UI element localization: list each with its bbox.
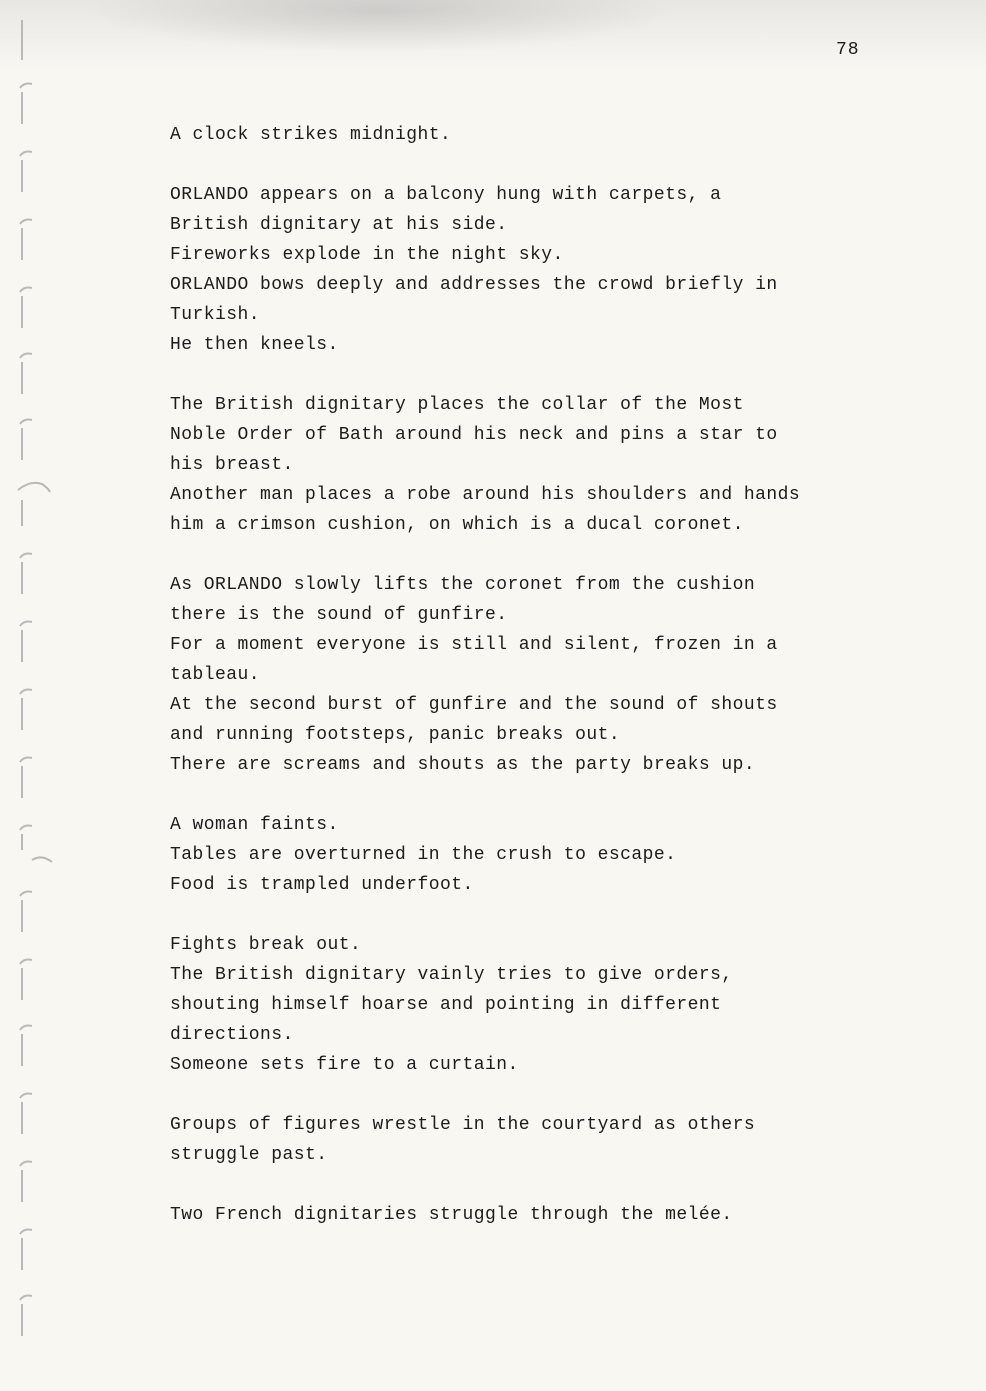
script-line: directions. [170, 1025, 294, 1045]
page-number: 78 [836, 40, 860, 60]
paragraph [170, 930, 870, 1080]
script-line: At the second burst of gunfire and the sound of shouts [170, 695, 778, 715]
script-line: shouting himself hoarse and pointing in different [170, 995, 722, 1015]
script-line: As ORLANDO slowly lifts the coronet from the cushion [170, 575, 756, 595]
script-line: Tables are overturned in the crush to escape. [170, 845, 677, 865]
script-line: his breast. [170, 455, 294, 475]
binding-holes-graphic [14, 0, 54, 1391]
script-line: Two French dignitaries struggle through the melée. [170, 1205, 733, 1225]
script-line: Groups of figures wrestle in the courtyard as others [170, 1115, 756, 1135]
script-body [170, 120, 870, 1260]
binding-holes [14, 0, 54, 1391]
script-line: Food is trampled underfoot. [170, 875, 474, 895]
script-line: him a crimson cushion, on which is a ducal coronet. [170, 515, 744, 535]
script-line: ORLANDO appears on a balcony hung with carpets, a [170, 185, 722, 205]
paragraph [170, 1110, 870, 1170]
paragraph [170, 120, 870, 150]
script-line: ORLANDO bows deeply and addresses the crowd briefly in [170, 275, 778, 295]
script-line: The British dignitary vainly tries to give orders, [170, 965, 733, 985]
script-line: The British dignitary places the collar of the Most [170, 395, 744, 415]
script-line: there is the sound of gunfire. [170, 605, 508, 625]
script-line: Fights break out. [170, 935, 362, 955]
script-line: Noble Order of Bath around his neck and pins a star to [170, 425, 778, 445]
script-line: A woman faints. [170, 815, 339, 835]
paragraph [170, 810, 870, 900]
script-line: For a moment everyone is still and silent, frozen in a [170, 635, 778, 655]
script-line: Another man places a robe around his shoulders and hands [170, 485, 801, 505]
paragraph [170, 570, 870, 780]
paragraph [170, 390, 870, 540]
paragraph [170, 180, 870, 360]
script-line: There are screams and shouts as the party breaks up. [170, 755, 756, 775]
script-line: struggle past. [170, 1145, 328, 1165]
paragraph [170, 1200, 870, 1230]
script-line: tableau. [170, 665, 261, 685]
script-line: Turkish. [170, 305, 261, 325]
script-line: He then kneels. [170, 335, 339, 355]
script-line: and running footsteps, panic breaks out. [170, 725, 621, 745]
script-line: A clock strikes midnight. [170, 125, 452, 145]
script-line: British dignitary at his side. [170, 215, 508, 235]
script-line: Someone sets fire to a curtain. [170, 1055, 519, 1075]
script-line: Fireworks explode in the night sky. [170, 245, 564, 265]
